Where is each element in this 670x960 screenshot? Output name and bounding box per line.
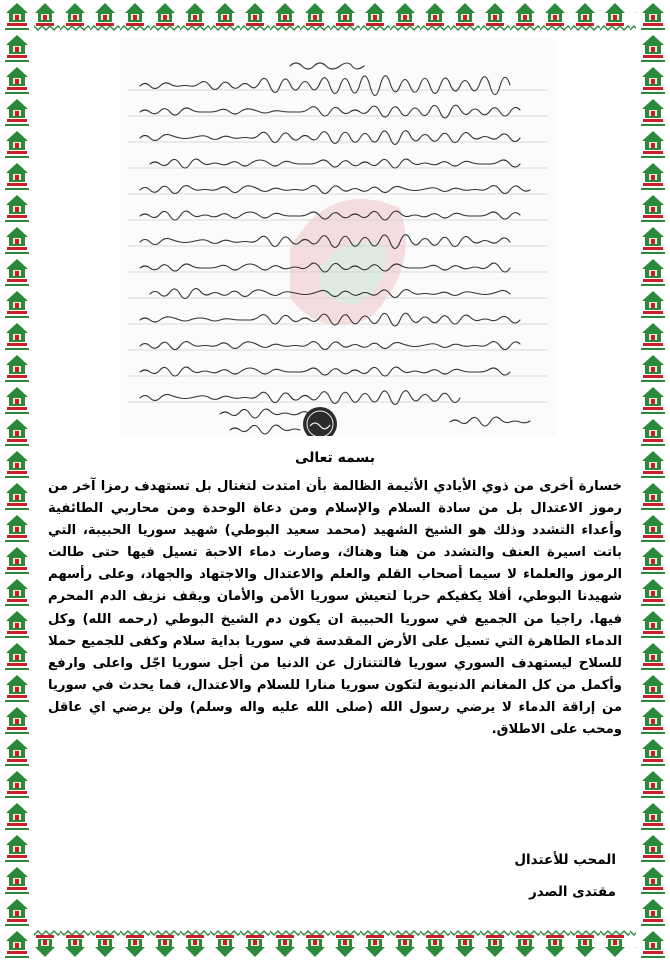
signature-block (514, 844, 616, 908)
signoff-line-1: المحب للأعتدال (514, 852, 616, 868)
letter-body: خسارة أخرى من ذوي الأيادي الأثيمة الظالمة بأن امتدت لتغتال بل تستهدف رمزا آخر من رموز الاعتدال بل من سادة السلام والإسلام ومن دعاة الوحدة ومن محاربي الطائفية وأعداء التشدد وذلك هو الشيخ الشهيد (محمد سعيد البوطي) شهيد سوريا الحبيبة، التي باتت اسيرة العنف والتشدد من هنا وهناك، وصارت دماء الاحبة تسيل فيها حتى طالت الرموز والعلماء لا سيما أصحاب القلم والعلم والاعتدال والاجتهاد والجهاد، وعلى رأسهم شهيدنا البوطي، أفلا يكفيكم حربا لتعيش سوريا الأمن والأمان ويقف نزيف الدم المحرم فيها. راجيا من الجميع في سوريا الحبيبة ان يكون دم الشيخ البوطي (رحمه الله) وكل الدماء الطاهرة التي تسيل على الأرض المقدسة في سوريا بداية سلام وكفى للجميع حملا للسلاح ليستهدف السوري سوريا فالتتنازل عن الدنيا من أجل سوريا اجّل واعلى وارفع وأكمل من كل المغانم الدنيوية لتكون سوريا منارا للسلام والاعتدال، فما يحدث في سوريا من إراقة الدماء لا يرضي رسول الله (صلى الله عليه واله وسلم) ولن يرضي اي عاقل ومحب على الاطلاق. (48, 479, 622, 738)
decorative-border-bottom (0, 926, 670, 960)
letter-title: بسمه تعالى (294, 450, 376, 466)
signoff-line-2: مقتدى الصدر (528, 884, 616, 900)
decorative-border-left (0, 0, 34, 960)
decorative-border-top (0, 0, 670, 34)
typed-transcription (48, 446, 622, 741)
scanned-paper-image (120, 38, 556, 436)
handwritten-letter-scan (120, 38, 556, 436)
decorative-border-right (636, 0, 670, 960)
letter-page (34, 34, 636, 926)
